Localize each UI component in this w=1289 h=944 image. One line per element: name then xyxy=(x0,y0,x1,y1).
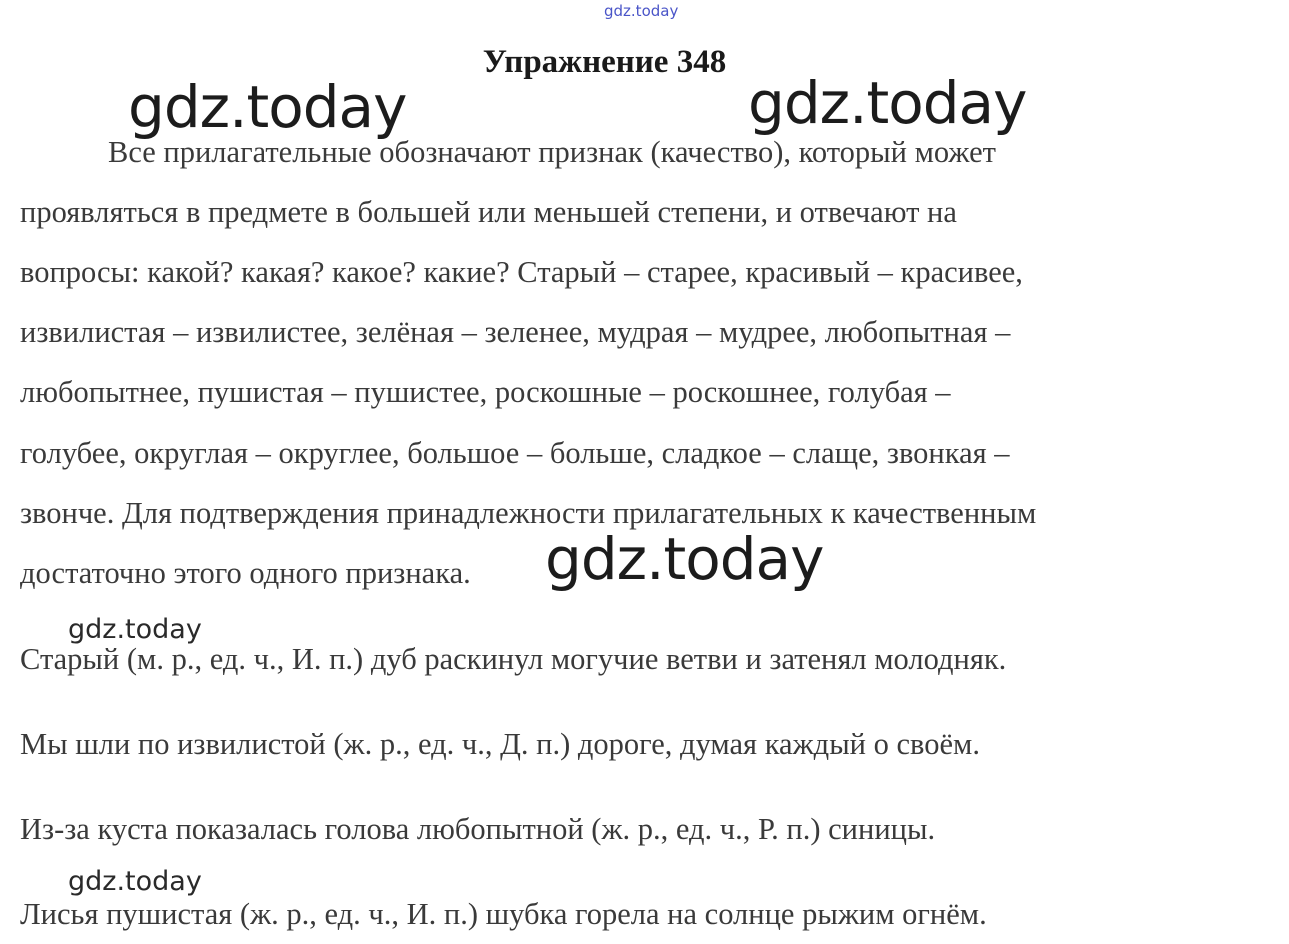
watermark-large-left: gdz.today xyxy=(128,73,407,141)
watermark-large-middle: gdz.today xyxy=(545,525,824,593)
paragraph-line-5: любопытнее, пушистая – пушистее, роскошные – роскошнее, голубая – xyxy=(20,375,951,409)
example-sentence-1: Старый (м. р., ед. ч., И. п.) дуб раскинул могучие ветви и затенял молодняк. xyxy=(20,642,1007,676)
watermark-large-right: gdz.today xyxy=(748,69,1027,137)
example-sentence-4: Лисья пушистая (ж. р., ед. ч., И. п.) шубка горела на солнце рыжим огнём. xyxy=(20,897,987,931)
watermark-small-2: gdz.today xyxy=(68,866,202,897)
exercise-title: Упражнение 348 xyxy=(482,44,727,80)
paragraph-line-7: звонче. Для подтверждения принадлежности прилагательных к качественным xyxy=(20,496,1037,530)
example-sentence-2: Мы шли по извилистой (ж. р., ед. ч., Д. п.) дороге, думая каждый о своём. xyxy=(20,727,980,761)
watermark-top: gdz.today xyxy=(604,2,679,20)
paragraph-line-8: достаточно этого одного признака. xyxy=(20,556,471,590)
paragraph-line-6: голубее, округлая – округлее, большое – больше, сладкое – слаще, звонкая – xyxy=(20,436,1010,470)
paragraph-line-3: вопросы: какой? какая? какое? какие? Старый – старее, красивый – красивее, xyxy=(20,255,1023,289)
watermark-small-1: gdz.today xyxy=(68,614,202,645)
paragraph-line-4: извилистая – извилистее, зелёная – зеленее, мудрая – мудрее, любопытная – xyxy=(20,315,1011,349)
paragraph-line-1: Все прилагательные обозначают признак (качество), который может xyxy=(108,135,996,169)
example-sentence-3: Из-за куста показалась голова любопытной (ж. р., ед. ч., Р. п.) синицы. xyxy=(20,812,936,846)
paragraph-line-2: проявляться в предмете в большей или меньшей степени, и отвечают на xyxy=(20,195,957,229)
